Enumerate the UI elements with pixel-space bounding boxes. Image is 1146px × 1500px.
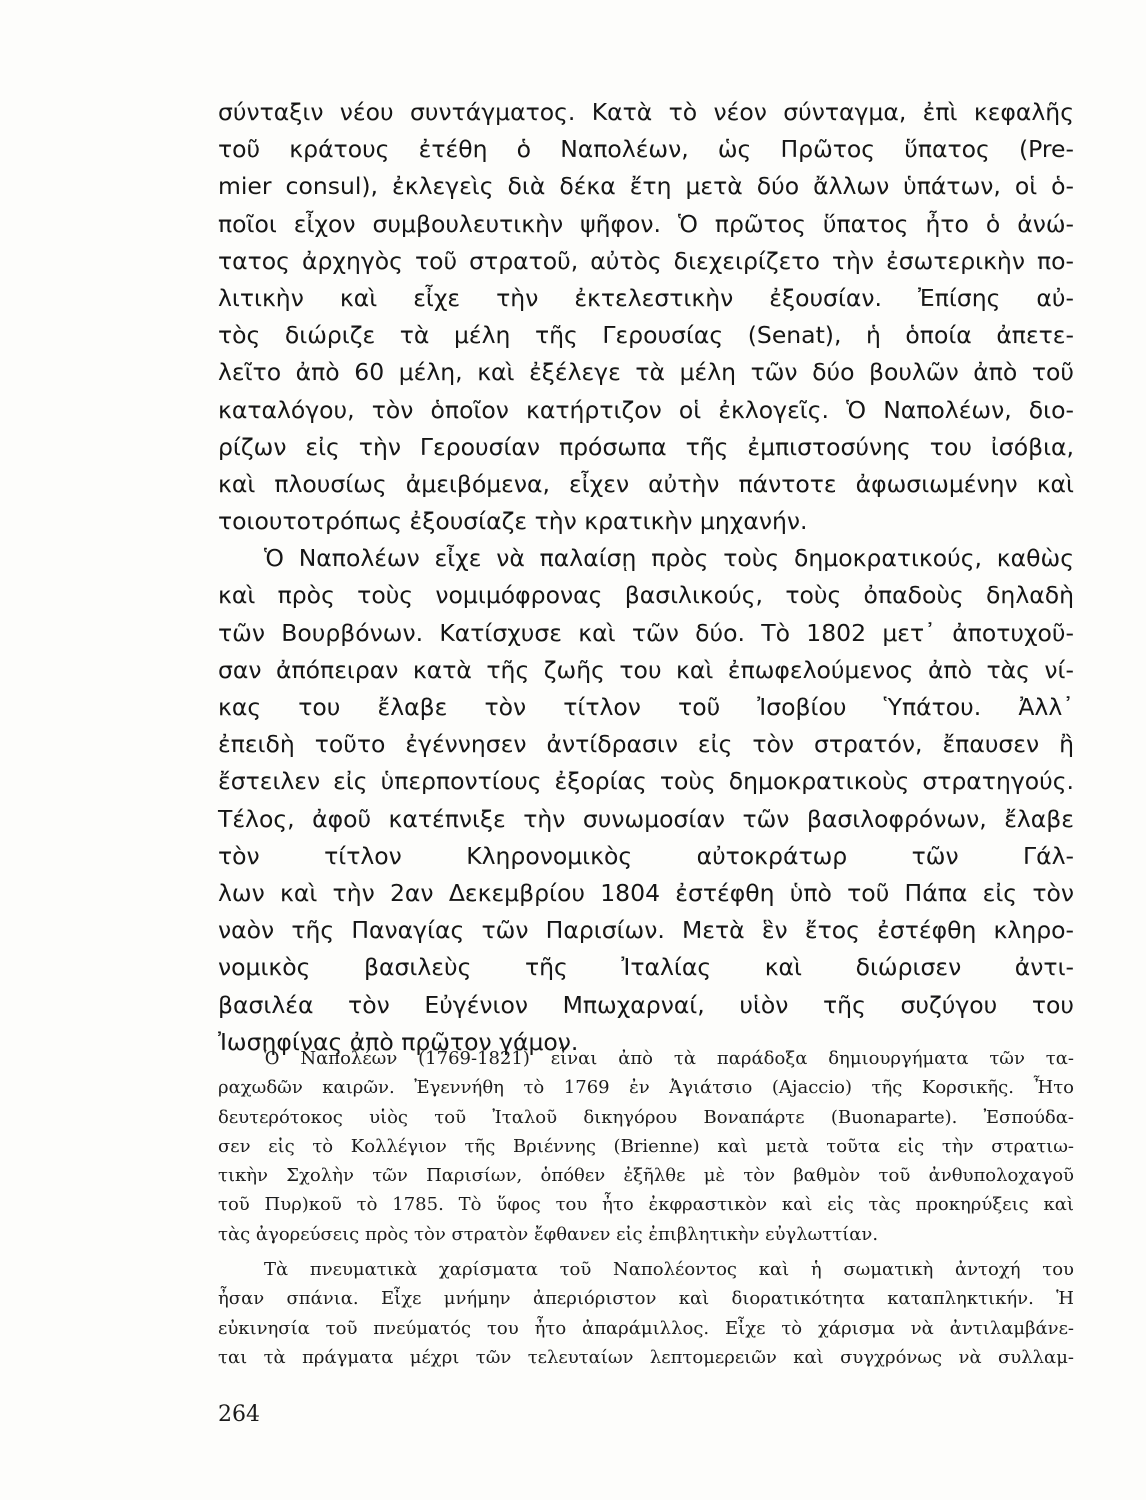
text-line: λεῖτο ἀπὸ 60 μέλη, καὶ ἐξέλεγε τὰ μέλη τῶν δύο βουλῶν ἀπὸ τοῦ [218,358,1074,387]
text-line: τατος ἀρχηγὸς τοῦ στρατοῦ, αὐτὸς διεχειρίζετο τὴν ἐσωτερικὴν πο- [218,246,1074,275]
footnote-line: τικὴν Σχολὴν τῶν Παρισίων, ὁπόθεν ἐξῆλθε μὲ τὸν βαθμὸν τοῦ ἀνθυπολοχαγοῦ [218,1165,1074,1187]
text-line: Ἰωσηφίνας ἀπὸ πρῶτον γάμον. [218,1027,579,1056]
footnote-line: Τὰ πνευματικὰ χαρίσματα τοῦ Ναπολέοντος καὶ ἡ σωματικὴ ἀντοχή του [264,1259,1074,1281]
text-line: ρίζων εἰς τὴν Γερουσίαν πρόσωπα τῆς ἐμπιστοσύνης του ἰσόβια, [218,432,1074,461]
text-line: τοῦ κράτους ἐτέθη ὁ Ναπολέων, ὡς Πρῶτος ὕπατος (Pre- [218,135,1074,164]
text-line: Ὁ Ναπολέων εἶχε νὰ παλαίσῃ πρὸς τοὺς δημοκρατικούς, καθὼς [264,544,1074,573]
footnote-line: ραχωδῶν καιρῶν. Ἐγεννήθη τὸ 1769 ἐν Ἀγιάτσιο (Ajaccio) τῆς Κορσικῆς. Ἦτο [218,1077,1074,1099]
footnote-line: τὰς ἀγορεύσεις πρὸς τὸν στρατὸν ἔφθανεν εἰς ἐπιβλητικὴν εὐγλωττίαν. [218,1223,879,1245]
text-line: τὸν τίτλον Κληρονομικὸς αὐτοκράτωρ τῶν Γάλ- [218,841,1074,870]
text-line: νομικὸς βασιλεὺς τῆς Ἰταλίας καὶ διώρισεν ἀντι- [218,953,1074,982]
text-line: λων καὶ τὴν 2αν Δεκεμβρίου 1804 ἐστέφθη ὑπὸ τοῦ Πάπα εἰς τὸν [218,878,1074,907]
text-line: mier consul), ἐκλεγεὶς διὰ δέκα ἔτη μετὰ δύο ἄλλων ὑπάτων, οἱ ὁ- [218,172,1074,201]
footnote-line: Ὁ Ναπολέων (1769-1821) εἶναι ἀπὸ τὰ παράδοξα δημιουργήματα τῶν τα- [264,1048,1074,1069]
page-number: 264 [218,1402,260,1427]
text-line: ναὸν τῆς Παναγίας τῶν Παρισίων. Μετὰ ἓν ἔτος ἐστέφθη κληρο- [218,916,1074,945]
footnote-line: τοῦ Πυρ)κοῦ τὸ 1785. Τὸ ὕφος του ἦτο ἐκφραστικὸν καὶ εἰς τὰς προκηρύξεις καὶ [218,1194,1074,1216]
text-line: ποῖοι εἶχον συμβουλευτικὴν ψῆφον. Ὁ πρῶτος ὕπατος ἦτο ὁ ἀνώ- [218,209,1074,238]
text-line: τῶν Βουρβόνων. Κατίσχυσε καὶ τῶν δύο. Τὸ 1802 μετ᾽ ἀποτυχοῦ- [218,618,1074,647]
footnote-section [218,1044,1074,1372]
text-line: Τέλος, ἀφοῦ κατέπνιξε τὴν συνωμοσίαν τῶν βασιλοφρόνων, ἔλαβε [218,804,1074,833]
text-line: καὶ πλουσίως ἀμειβόμενα, εἶχεν αὐτὴν πάντοτε ἀφωσιωμένην καὶ [218,469,1074,498]
text-line: λιτικὴν καὶ εἶχε τὴν ἐκτελεστικὴν ἐξουσίαν. Ἐπίσης αὐ- [218,283,1074,312]
text-line: καὶ πρὸς τοὺς νομιμόφρονας βασιλικούς, τοὺς ὀπαδοὺς δηλαδὴ [218,581,1074,610]
footnote-line: σεν εἰς τὸ Κολλέγιον τῆς Βριέννης (Brienne) καὶ μετὰ τοῦτα εἰς τὴν στρατιω- [218,1135,1074,1157]
text-line: καταλόγου, τὸν ὁποῖον κατήρτιζον οἱ ἐκλογεῖς. Ὁ Ναπολέων, διο- [218,395,1074,424]
text-line: τοιουτοτρόπως ἐξουσίαζε τὴν κρατικὴν μηχανήν. [218,507,808,536]
footnote-line: δευτερότοκος υἱὸς τοῦ Ἰταλοῦ δικηγόρου Βοναπάρτε (Buonaparte). Ἐσπούδα- [218,1106,1074,1128]
footnote-line: ἦσαν σπάνια. Εἶχε μνήμην ἀπεριόριστον καὶ διορατικότητα καταπληκτικήν. Ἡ [218,1288,1074,1310]
text-line: ἐπειδὴ τοῦτο ἐγέννησεν ἀντίδρασιν εἰς τὸν στρατόν, ἔπαυσεν ἢ [218,730,1074,759]
text-line: σύνταξιν νέου συντάγματος. Κατὰ τὸ νέον σύνταγμα, ἐπὶ κεφαλῆς [218,98,1074,126]
text-line: βασιλέα τὸν Εὐγένιον Μπωχαρναί, υἱὸν τῆς συζύγου του [218,990,1074,1019]
footnote-line: ται τὰ πράγματα μέχρι τῶν τελευταίων λεπτομερειῶν καὶ συγχρόνως νὰ συλλαμ- [218,1346,1074,1368]
text-line: τὸς διώριζε τὰ μέλη τῆς Γερουσίας (Senat), ἡ ὁποία ἀπετε- [218,321,1074,350]
text-line: σαν ἀπόπειραν κατὰ τῆς ζωῆς του καὶ ἐπωφελούμενος ἀπὸ τὰς νί- [218,655,1074,684]
text-line: ἔστειλεν εἰς ὑπερποντίους ἐξορίας τοὺς δημοκρατικοὺς στρατηγούς. [218,767,1074,796]
main-text-body [218,94,1074,1061]
text-line: κας του ἔλαβε τὸν τίτλον τοῦ Ἰσοβίου Ὑπάτου. Ἀλλ᾽ [218,693,1074,721]
footnote-line: εὐκινησία τοῦ πνεύματός του ἦτο ἀπαράμιλλος. Εἶχε τὸ χάρισμα νὰ ἀντιλαμβάνε- [218,1317,1074,1339]
